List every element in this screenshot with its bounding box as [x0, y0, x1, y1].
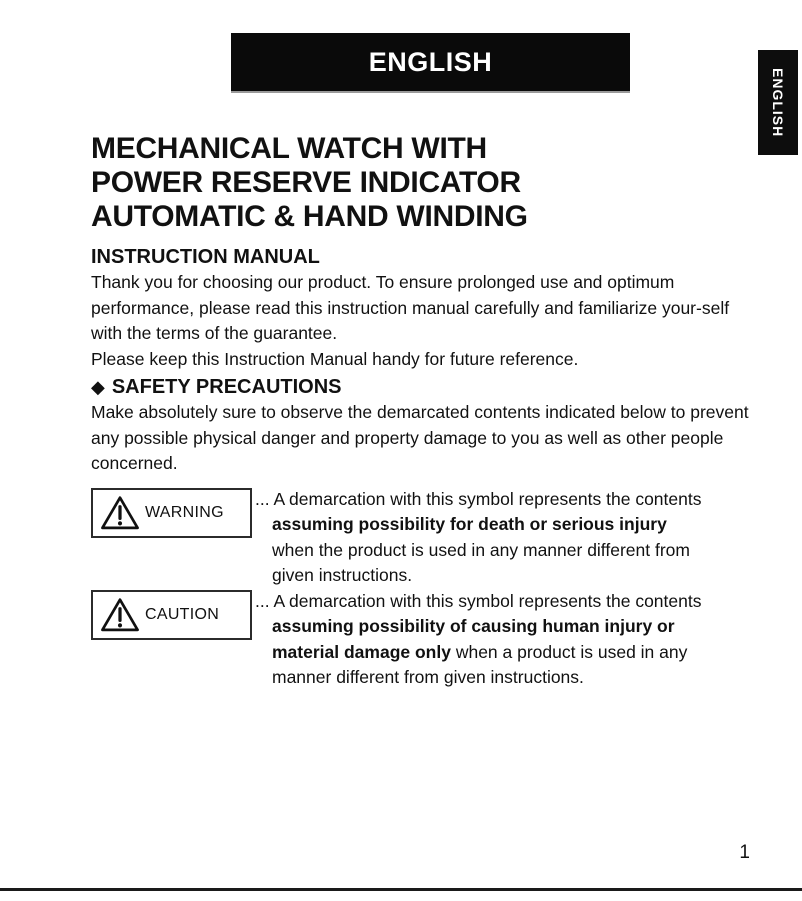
- language-banner: [231, 33, 630, 91]
- intro-paragraph: Thank you for choosing our product. To ensure prolonged use and optimum performance, please read this instruction manual carefully and familiarize your-self with the terms of the guarantee.: [91, 272, 730, 343]
- language-side-tab: [758, 50, 798, 155]
- diamond-icon: ◆: [91, 377, 105, 397]
- warning-description-line: when the product is used in any manner different from: [272, 539, 690, 560]
- caution-description-line: assuming possibility of causing human injury or: [272, 616, 675, 636]
- caution-description: [255, 589, 701, 691]
- caution-description-line: [272, 640, 701, 666]
- page-number: 1: [739, 842, 750, 863]
- caution-description-line: ... A demarcation with this symbol represents the contents: [255, 590, 702, 611]
- warning-row: [91, 487, 759, 589]
- safety-paragraph: Make absolutely sure to observe the demarcated contents indicated below to prevent any possible physical danger and property damage to you as well as other people concerned.: [91, 402, 749, 473]
- safety-precautions-heading-label: SAFETY PRECAUTIONS: [111, 376, 342, 398]
- page-content: [91, 132, 759, 691]
- warning-description-line: assuming possibility for death or serious injury: [272, 514, 667, 534]
- instruction-manual-heading: INSTRUCTION MANUAL: [91, 246, 320, 268]
- footer-rule: [0, 888, 802, 891]
- caution-description-bold-segment: material damage only: [272, 641, 451, 662]
- safety-precautions-heading: [91, 374, 759, 400]
- language-banner-label: ENGLISH: [368, 46, 493, 77]
- intro-note: Please keep this Instruction Manual handy for future reference.: [91, 348, 579, 369]
- page-title-line: AUTOMATIC & HAND WINDING: [91, 200, 528, 233]
- caution-description-line: manner different from given instructions.: [272, 667, 584, 687]
- warning-sign-box: [91, 488, 252, 538]
- page-title-line: POWER RESERVE INDICATOR: [91, 166, 521, 199]
- warning-label: WARNING: [145, 503, 224, 521]
- caution-label: CAUTION: [145, 605, 220, 623]
- caution-sign-box: [91, 590, 252, 640]
- caution-row: [91, 589, 759, 691]
- warning-description: [255, 487, 701, 589]
- caution-triangle-icon: [100, 597, 140, 633]
- page-title: [91, 132, 759, 234]
- page-title-line: MECHANICAL WATCH WITH: [91, 132, 487, 165]
- warning-description-line: given instructions.: [272, 565, 413, 585]
- caution-description-regular-segment: when a product is used in any: [450, 641, 688, 662]
- warning-triangle-icon: [100, 495, 140, 531]
- language-side-tab-label: ENGLISH: [770, 67, 786, 138]
- warning-description-line: ... A demarcation with this symbol represents the contents: [255, 488, 702, 509]
